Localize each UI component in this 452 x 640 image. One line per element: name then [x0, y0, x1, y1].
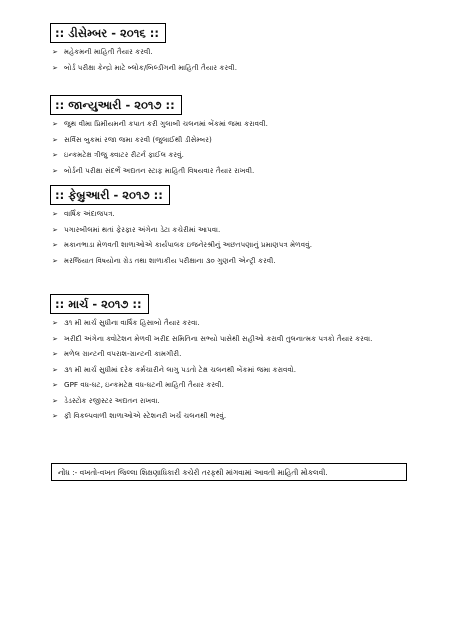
arrow-bullet-icon: ➢ — [52, 135, 58, 144]
item-text: મહેકમની માહિતી તૈયાર કરવી. — [64, 47, 153, 56]
list-item — [50, 380, 420, 391]
list-item — [50, 240, 420, 251]
item-text: જુથ વીમા પ્રિમીયમની કપાત કરી ગુલાબી ચલનમાં બેંકમાં જમા કરાવવી. — [64, 119, 268, 128]
arrow-bullet-icon: ➢ — [52, 396, 58, 405]
section-heading: :: ફેબ્રુઆરી - ૨૦૧૭ :: — [50, 185, 170, 205]
arrow-bullet-icon: ➢ — [52, 63, 58, 72]
item-text: પગારબીલમાં થતાં ફેરફાર અંગેના ડેટા કચેરીમાં આપવા. — [64, 224, 221, 234]
arrow-bullet-icon: ➢ — [52, 365, 58, 374]
item-text: ઇન્કમટેક્ષ ત્રીજુ ક્વાટર રીટર્ન ફાઈલ કરવું. — [64, 150, 184, 159]
arrow-bullet-icon: ➢ — [52, 381, 58, 389]
arrow-bullet-icon: ➢ — [52, 334, 58, 343]
section-heading: :: ડીસેમ્બર - ૨૦૧૬ :: — [50, 23, 166, 43]
item-text: સર્વિસ બુકમાં રજા જમા કરવી (જુલાઈથી ડીસેમ્બર) — [64, 134, 212, 144]
section-february-2017 — [50, 184, 420, 271]
section-january-2017 — [50, 94, 420, 181]
section-heading: :: માર્ચ - ૨૦૧૭ :: — [50, 294, 149, 314]
task-list — [50, 318, 420, 422]
list-item — [50, 119, 420, 130]
item-text: બોર્ડની પરીક્ષા સંદર્ભે અદ્યતન સ્ટાફ માહિતી વિષયવાર તૈયાર રાખવી. — [64, 165, 255, 175]
task-list — [50, 47, 420, 73]
arrow-bullet-icon: ➢ — [52, 350, 58, 358]
item-text: ખરીદી અંગેના ક્વોટેશન મેળવી ખરીદ સમિતિના સભ્યો પાસેથી સહીઓ કરાવી તુલનાત્મક પત્રકો તૈયાર કરવા. — [64, 333, 373, 343]
list-item — [50, 256, 420, 267]
section-december-2016 — [50, 22, 420, 78]
item-text: GPF વધ-ઘટ, ઇન્કમટેક્ષ વધ-ઘટની માહિતી તૈયાર કરવી. — [64, 380, 224, 389]
list-item — [50, 225, 420, 236]
arrow-bullet-icon: ➢ — [52, 225, 58, 234]
item-text: મળેલ ગ્રાન્ટની વપરાશ-ગ્રાન્ટની કામગીરી. — [64, 349, 182, 358]
item-text: ડેડસ્ટોક રજીસ્ટર અદ્યતન રાખવા. — [64, 395, 160, 405]
note-box: નોંધ :- વખતો-વખત જિલ્લા શિક્ષણાધિકારી કચેરી તરફથી માંગવામાં આવતી માહિતી મોકલવી. — [51, 463, 407, 481]
item-text: મરજિયાત વિષયોના ગ્રેડ તથા શાળાકીય પરીક્ષાના ૩૦ ગુણની એન્ટ્રી કરવી. — [64, 255, 276, 265]
list-item — [50, 150, 420, 161]
list-item — [50, 47, 420, 58]
list-item — [50, 318, 420, 329]
item-text: બોર્ડ પરીક્ષા કેન્દ્રો માટે બ્લોક/બિલ્ડીંગની માહિતી તૈયાર કરવી. — [64, 62, 238, 72]
arrow-bullet-icon: ➢ — [52, 166, 58, 175]
arrow-bullet-icon: ➢ — [52, 48, 58, 56]
item-text: વાર્ષિક અંદાજપત્ર. — [64, 209, 115, 218]
task-list — [50, 209, 420, 266]
arrow-bullet-icon: ➢ — [52, 151, 58, 159]
list-item — [50, 209, 420, 220]
list-item — [50, 411, 420, 422]
item-text: ફી વિકલ્પવાળી શાળાઓએ સ્ટેશનરી ખર્ચ ચલનથી ભરવું. — [64, 411, 227, 420]
list-item — [50, 349, 420, 360]
section-heading: :: જાન્યુઆરી - ૨૦૧૭ :: — [50, 95, 182, 115]
list-item — [50, 135, 420, 146]
list-item — [50, 334, 414, 345]
list-item — [50, 166, 420, 177]
arrow-bullet-icon: ➢ — [52, 210, 58, 218]
task-list — [50, 119, 420, 176]
arrow-bullet-icon: ➢ — [52, 319, 58, 327]
list-item — [50, 365, 420, 376]
arrow-bullet-icon: ➢ — [52, 256, 58, 265]
item-text: મકાનભાડા મેળવતી શાળાઓએ કાર્યપાલક ઇજનેરશ્રીનું અછતપણાનું પ્રમાણપત્ર મેળવવું. — [64, 240, 312, 249]
item-text: ૩૧ મી માર્ચ સુધીમાં દરેક કર્મચારીને લાગુ પડતો ટેક્ષ ચલનથી બેંકમાં જમા કરાવવો. — [64, 364, 297, 374]
arrow-bullet-icon: ➢ — [52, 120, 58, 128]
arrow-bullet-icon: ➢ — [52, 241, 58, 249]
item-text: ૩૧ મી માર્ચ સુધીના વાર્ષિક હિસાબો તૈયાર કરવા. — [64, 318, 200, 327]
list-item — [50, 63, 420, 74]
section-march-2017 — [50, 293, 420, 427]
list-item — [50, 396, 420, 407]
arrow-bullet-icon: ➢ — [52, 412, 58, 420]
